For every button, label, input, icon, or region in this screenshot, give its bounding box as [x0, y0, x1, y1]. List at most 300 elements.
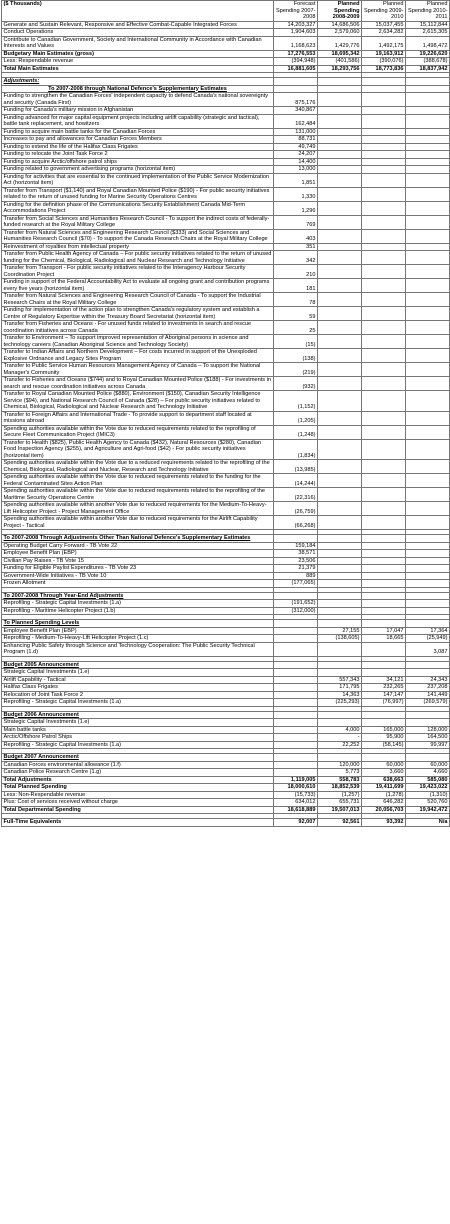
row-value [406, 550, 450, 558]
row-value: (14,244) [274, 474, 318, 488]
row-value [318, 173, 362, 187]
table-row [2, 425, 450, 439]
table-row [2, 21, 450, 29]
row-value: 14,203,327 [274, 21, 318, 29]
row-value [274, 676, 318, 684]
row-label: Employee Benefit Plan (EBP) [2, 627, 274, 635]
row-label: Funding for activities that are essential to the continued implementation of the Public Service Modernization Act (horizontal item) [2, 173, 274, 187]
row-value [362, 669, 406, 677]
row-value: 24,207 [274, 151, 318, 159]
row-value: 403 [274, 229, 318, 243]
row-value [362, 557, 406, 565]
row-label: Plus: Cost of services received without charge [2, 799, 274, 807]
table-row [2, 734, 450, 742]
row-value: (1,310) [406, 791, 450, 799]
row-value [318, 754, 362, 762]
row-value [318, 265, 362, 279]
row-value [318, 349, 362, 363]
row-value: 2,579,060 [318, 29, 362, 37]
row-value [362, 719, 406, 727]
row-value: 1,429,776 [318, 36, 362, 50]
row-value: 1,904,603 [274, 29, 318, 37]
row-value [362, 592, 406, 600]
row-value: 646,282 [362, 799, 406, 807]
row-label: Contribute to Canadian Government, Society and International Community in Accordance with Canadian Interests and Values [2, 36, 274, 50]
row-value: 18,837,942 [406, 65, 450, 73]
row-value [318, 425, 362, 439]
row-value: (138) [274, 349, 318, 363]
row-value: 19,411,699 [362, 784, 406, 792]
row-value: (219) [274, 363, 318, 377]
row-value [318, 114, 362, 128]
row-value: 14,400 [274, 158, 318, 166]
row-value: 17,364 [406, 627, 450, 635]
row-value [274, 769, 318, 777]
row-value [318, 166, 362, 174]
row-label: Transfer from Transport - For public security initiatives related to the Interagency Harbour Security Coordination Project [2, 265, 274, 279]
row-value: 20,056,703 [362, 806, 406, 814]
row-label: Transfer from Social Sciences and Humanities Research Council - To support the indirect costs of federally-funded research at the Royal Military College [2, 215, 274, 229]
table-row [2, 741, 450, 749]
row-label: Less: Respendable revenue [2, 58, 274, 66]
table-row [2, 65, 450, 73]
row-value [362, 128, 406, 136]
row-value: 15,112,844 [406, 21, 450, 29]
row-label: Reinvestment of royalties from intellectual property [2, 243, 274, 251]
row-value [362, 411, 406, 425]
row-value [406, 620, 450, 628]
row-label: Reprofiling - Maritime Helicopter Project (1.b) [2, 607, 274, 615]
row-value [362, 243, 406, 251]
row-value: (138,605) [318, 635, 362, 643]
row-label: Spending authorities available within the Vote due to reduced requirements related to the funding for the Federal Contaminated Sites Action Plan [2, 474, 274, 488]
row-label: Adjustments: [2, 78, 274, 86]
row-label: Transfer to Royal Canadian Mounted Police ($880), Environment ($150), Canadian Security Intelligence Service ($94), and National Research Council of Canada ($28) – For public security initiatives related to Chemical, Biological, Radiological and Nuclear Research and Technology Initiative [2, 391, 274, 412]
row-value [406, 201, 450, 215]
row-value [274, 754, 318, 762]
row-value: 60,000 [406, 761, 450, 769]
table-row [2, 642, 450, 656]
row-value [318, 592, 362, 600]
row-value [406, 580, 450, 588]
row-value [318, 307, 362, 321]
row-value [318, 363, 362, 377]
row-value: 18,695,342 [318, 50, 362, 58]
row-value: 210 [274, 265, 318, 279]
table-row [2, 215, 450, 229]
row-label: Funding for Eligible Paylist Expenditures - TB Vote 23 [2, 565, 274, 573]
table-row [2, 620, 450, 628]
table-row [2, 761, 450, 769]
row-value: 19,163,912 [362, 50, 406, 58]
row-label: Funding to acquire Arctic/offshore patrol ships [2, 158, 274, 166]
row-label: Transfer from Fisheries and Oceans - For unused funds related to investments in search and rescue coordination initiatives across Canada [2, 321, 274, 335]
row-value [362, 215, 406, 229]
row-value [406, 363, 450, 377]
row-label: Less: Non-Respendable revenue [2, 791, 274, 799]
row-value [274, 726, 318, 734]
table-row [2, 676, 450, 684]
row-value: (177,065) [274, 580, 318, 588]
row-value: 38,571 [274, 550, 318, 558]
row-label: Transfer from Public Health Agency of Canada – For public security initiatives related to the return of unused funding for the Chemical, Biological, Radiological and Nuclear Research and Technology Initiative [2, 251, 274, 265]
row-value [406, 600, 450, 608]
row-label: Frozen Allotment [2, 580, 274, 588]
table-row [2, 173, 450, 187]
row-label: Relocation of Joint Task Force 2 [2, 691, 274, 699]
spending-table [1, 0, 450, 827]
row-value [318, 279, 362, 293]
row-value [362, 565, 406, 573]
row-value [362, 711, 406, 719]
row-value: 14,686,506 [318, 21, 362, 29]
table-row [2, 572, 450, 580]
row-value [406, 425, 450, 439]
row-label: Funding related to government advertising programs (horizontal item) [2, 166, 274, 174]
row-value [318, 557, 362, 565]
table-row [2, 607, 450, 615]
row-value [406, 592, 450, 600]
row-value [406, 516, 450, 530]
row-value [406, 173, 450, 187]
table-row [2, 635, 450, 643]
row-value [274, 635, 318, 643]
row-value [406, 669, 450, 677]
table-row [2, 776, 450, 784]
row-label: Transfer from Natural Sciences and Engineering Research Council ($333) and Social Sciences and Humanities Research Council ($70) - To support the Canada Research Chairs at the Royal Military College [2, 229, 274, 243]
row-value: 232,265 [362, 684, 406, 692]
row-value [406, 136, 450, 144]
row-value [318, 516, 362, 530]
row-value: (1,278) [362, 791, 406, 799]
row-label: To Planned Spending Levels [2, 620, 274, 628]
row-value [362, 173, 406, 187]
row-value [362, 166, 406, 174]
row-label: To 2007-2008 Through Year-End Adjustments [2, 592, 274, 600]
row-value: 19,942,472 [406, 806, 450, 814]
row-value [362, 377, 406, 391]
row-value [362, 661, 406, 669]
row-value [318, 600, 362, 608]
row-value [406, 321, 450, 335]
row-value [318, 78, 362, 86]
row-value: 4,000 [318, 726, 362, 734]
row-value [318, 572, 362, 580]
table-row [2, 600, 450, 608]
row-value: 558,783 [318, 776, 362, 784]
table-row [2, 806, 450, 814]
row-value: (1,834) [274, 439, 318, 460]
row-label: Main battle tanks [2, 726, 274, 734]
row-value [362, 293, 406, 307]
row-value: 557,343 [318, 676, 362, 684]
row-value: (225,293) [318, 699, 362, 707]
row-label: Reprofiling - Strategic Capital Investments (1.a) [2, 699, 274, 707]
table-row [2, 293, 450, 307]
row-value: 128,000 [406, 726, 450, 734]
row-label: To 2007-2008 through National Defence's Supplementary Estimates [2, 85, 274, 93]
row-label: Funding to acquire main battle tanks for the Canadian Forces [2, 128, 274, 136]
row-value [406, 488, 450, 502]
table-row [2, 661, 450, 669]
row-label: Funding advanced for major capital equipment projects including airlift capability (strategic and tactical), battle tank replacement, and howitzers [2, 114, 274, 128]
table-row [2, 58, 450, 66]
table-row [2, 128, 450, 136]
row-value [406, 411, 450, 425]
row-label: Reprofiling - Medium-To-Heavy-Lift Helicopter Project (1.c) [2, 635, 274, 643]
row-label: Budget 2005 Announcement [2, 661, 274, 669]
row-label: Reprofiling - Strategic Capital Investments (1.a) [2, 600, 274, 608]
row-value [406, 166, 450, 174]
table-row [2, 799, 450, 807]
row-value [406, 719, 450, 727]
row-value: (390,076) [362, 58, 406, 66]
row-label: Operating Budget Carry Forward - TB Vote 22 [2, 542, 274, 550]
row-value [362, 542, 406, 550]
row-value [406, 151, 450, 159]
table-row [2, 627, 450, 635]
row-value [406, 251, 450, 265]
row-value [362, 136, 406, 144]
row-label: Transfer from Transport ($1,140) and Royal Canadian Mounted Police ($190) - For public security initiatives related to the return of unused funding for Marine Security Operations Centres [2, 187, 274, 201]
row-label: Civilian Pay Raises - TB Vote 15 [2, 557, 274, 565]
row-value [362, 516, 406, 530]
row-value [362, 201, 406, 215]
row-value [318, 669, 362, 677]
row-label: Funding to strengthen the Canadian Forces' independent capacity to defend Canada's national sovereignty and security (Canada First) [2, 93, 274, 107]
table-row [2, 158, 450, 166]
row-label: Budget 2007 Announcement [2, 754, 274, 762]
row-value: 92,561 [318, 819, 362, 827]
row-value [406, 542, 450, 550]
row-label: Conduct Operations [2, 29, 274, 37]
table-row [2, 726, 450, 734]
row-value: 2,634,282 [362, 29, 406, 37]
row-value [274, 761, 318, 769]
row-value: 3,087 [406, 642, 450, 656]
row-value: 24,343 [406, 676, 450, 684]
row-label: Funding to relocate the Joint Task Force 2 [2, 151, 274, 159]
row-value: N/a [406, 819, 450, 827]
row-value [406, 391, 450, 412]
row-value: 18,852,539 [318, 784, 362, 792]
row-value [362, 550, 406, 558]
row-value: 19,226,620 [406, 50, 450, 58]
row-value [318, 411, 362, 425]
table-row [2, 363, 450, 377]
row-value [406, 243, 450, 251]
row-value [318, 535, 362, 543]
row-value [318, 620, 362, 628]
row-value: 60,000 [362, 761, 406, 769]
table-row [2, 754, 450, 762]
row-value [318, 377, 362, 391]
row-value: 18,293,756 [318, 65, 362, 73]
row-label: Spending authorities available within the Vote due to reduced requirements related to the reprofiling of Secure Fleet Communication Project (IMIC3) [2, 425, 274, 439]
row-value [406, 229, 450, 243]
row-value [318, 488, 362, 502]
row-label: Transfer to Indian Affairs and Northern Development – For costs incurred in support of the Unexploded Explosive Ordnance and Legacy Sites Program [2, 349, 274, 363]
row-value [318, 158, 362, 166]
row-value [406, 572, 450, 580]
row-value: 1,296 [274, 201, 318, 215]
row-value: (388,678) [406, 58, 450, 66]
table-row [2, 151, 450, 159]
table-row [2, 791, 450, 799]
row-value [406, 661, 450, 669]
table-row [2, 719, 450, 727]
row-value: (932) [274, 377, 318, 391]
row-value [318, 565, 362, 573]
row-value [274, 691, 318, 699]
row-value [406, 128, 450, 136]
row-value [406, 607, 450, 615]
row-value [362, 307, 406, 321]
row-value: 1,330 [274, 187, 318, 201]
row-value: 59 [274, 307, 318, 321]
table-row [2, 201, 450, 215]
row-label: Spending authorities available within the Vote due to a reduced requirements related to the reprofiling of the Chemical, Biological, Radiological and Nuclear, Research and Technology Initiative [2, 460, 274, 474]
row-label: Total Adjustments [2, 776, 274, 784]
row-value: 16,881,605 [274, 65, 318, 73]
row-value: 19,507,013 [318, 806, 362, 814]
row-value: 1,498,472 [406, 36, 450, 50]
row-value [274, 535, 318, 543]
row-value: 78 [274, 293, 318, 307]
row-value: (76,997) [362, 699, 406, 707]
row-value [406, 754, 450, 762]
row-value [362, 488, 406, 502]
table-row [2, 36, 450, 50]
row-value [362, 363, 406, 377]
row-value: 19,423,022 [406, 784, 450, 792]
table-row [2, 251, 450, 265]
row-value [362, 229, 406, 243]
row-label: Funding to extend the life of the Halifax Class Frigates [2, 143, 274, 151]
table-row [2, 279, 450, 293]
row-value [406, 78, 450, 86]
row-value [406, 535, 450, 543]
row-value [362, 642, 406, 656]
row-value: 340,867 [274, 107, 318, 115]
row-value: (1,152) [274, 391, 318, 412]
row-value [406, 377, 450, 391]
row-value [318, 128, 362, 136]
row-value: 88,731 [274, 136, 318, 144]
row-label: Government-Wide Initiatives - TB Vote 10 [2, 572, 274, 580]
units-label: ($ Thousands) [2, 1, 274, 22]
row-value: (312,000) [274, 607, 318, 615]
table-row [2, 557, 450, 565]
row-value [406, 143, 450, 151]
row-value [406, 711, 450, 719]
row-label: Increases to pay and allowances for Canadian Forces Members [2, 136, 274, 144]
row-value: 120,000 [318, 761, 362, 769]
row-label: Budget 2006 Announcement [2, 711, 274, 719]
row-value [318, 85, 362, 93]
row-value [406, 474, 450, 488]
table-row [2, 136, 450, 144]
row-value: 14,363 [318, 691, 362, 699]
row-value: (1,205) [274, 411, 318, 425]
row-label: Full-Time Equivalents [2, 819, 274, 827]
row-value [406, 349, 450, 363]
row-value: 159,184 [274, 542, 318, 550]
row-value [318, 460, 362, 474]
row-label: Transfer from Natural Sciences and Engineering Research Council of Canada - To support the Industrial Research Chairs at the Royal Military College [2, 293, 274, 307]
row-value [274, 642, 318, 656]
row-value: 171,795 [318, 684, 362, 692]
row-value: 92,007 [274, 819, 318, 827]
row-value: (401,586) [318, 58, 362, 66]
row-value: (1,257) [318, 791, 362, 799]
row-label: Total Departmental Spending [2, 806, 274, 814]
row-value [362, 607, 406, 615]
table-row [2, 502, 450, 516]
row-value: 769 [274, 215, 318, 229]
row-value [362, 572, 406, 580]
row-value: 1,119,005 [274, 776, 318, 784]
table-row [2, 229, 450, 243]
row-value [318, 143, 362, 151]
row-label: Spending authorities available within the Vote due to reduced requirements related to the reprofiling of the Maritime Security Operations Centre [2, 488, 274, 502]
row-value [406, 460, 450, 474]
row-value [274, 620, 318, 628]
row-value: 93,392 [362, 819, 406, 827]
row-value: 585,080 [406, 776, 450, 784]
row-value: - [318, 734, 362, 742]
row-value: 18,618,889 [274, 806, 318, 814]
row-value: 4,660 [406, 769, 450, 777]
row-value [406, 502, 450, 516]
row-value: 15,037,455 [362, 21, 406, 29]
row-value [318, 711, 362, 719]
table-row [2, 565, 450, 573]
row-value [318, 93, 362, 107]
table-row [2, 307, 450, 321]
row-value [274, 734, 318, 742]
row-value: 351 [274, 243, 318, 251]
row-value: (269,579) [406, 699, 450, 707]
row-value [362, 265, 406, 279]
row-value [318, 550, 362, 558]
row-value [318, 151, 362, 159]
row-label: To 2007-2008 Through Adjustments Other Than National Defence's Supplementary Estimates [2, 535, 274, 543]
table-row [2, 29, 450, 37]
row-value [362, 502, 406, 516]
row-value: 22,252 [318, 741, 362, 749]
table-row [2, 85, 450, 93]
row-value: (22,316) [274, 488, 318, 502]
row-value: 131,000 [274, 128, 318, 136]
row-value [362, 425, 406, 439]
row-value [362, 85, 406, 93]
row-value [362, 580, 406, 588]
table-row [2, 411, 450, 425]
row-value [362, 391, 406, 412]
table-row [2, 711, 450, 719]
row-label: Employee Benefit Plan (EBP) [2, 550, 274, 558]
row-value: 141,449 [406, 691, 450, 699]
row-label: Total Main Estimates [2, 65, 274, 73]
table-row [2, 321, 450, 335]
table-row [2, 78, 450, 86]
row-value [362, 600, 406, 608]
row-value: (13,985) [274, 460, 318, 474]
row-value: (58,145) [362, 741, 406, 749]
row-value: 164,500 [406, 734, 450, 742]
table-row [2, 391, 450, 412]
